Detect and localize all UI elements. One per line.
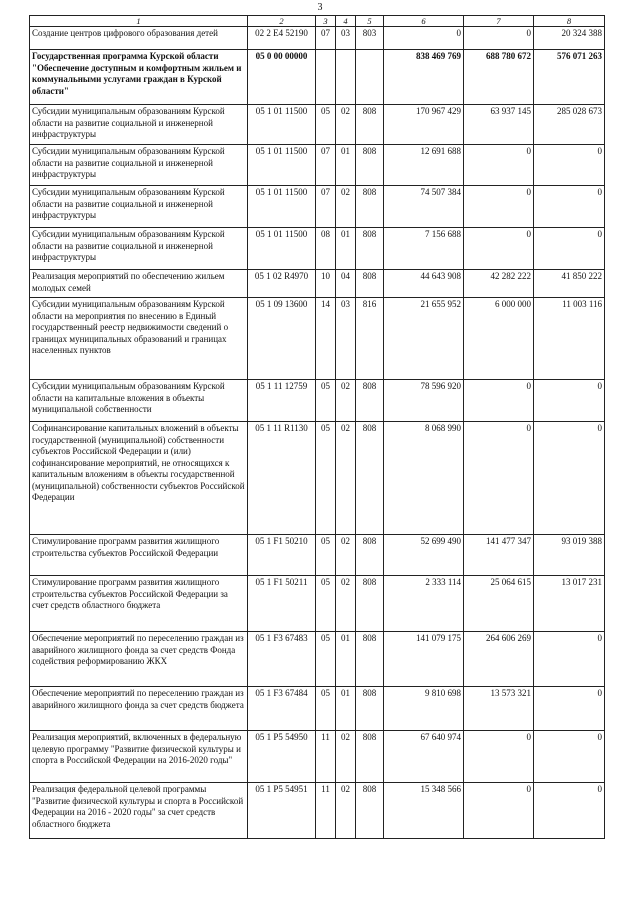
row-code: 05 1 11 R1130 [248,422,316,535]
row-name: Стимулирование программ развития жилищного строительства субъектов Российской Федерации за счет средств областного бюджета [30,576,248,632]
row-value-8: 20 324 388 [534,27,605,50]
row-value-7: 25 064 615 [464,576,534,632]
row-code: 02 2 E4 52190 [248,27,316,50]
row-col4: 04 [336,270,356,298]
row-col3: 10 [316,270,336,298]
row-value-6: 12 691 688 [384,145,464,186]
row-value-7: 0 [464,27,534,50]
column-header: 1 [30,16,248,27]
row-code: 05 1 01 11500 [248,186,316,228]
column-header: 8 [534,16,605,27]
column-header: 7 [464,16,534,27]
row-value-6: 21 655 952 [384,298,464,380]
row-value-7: 141 477 347 [464,535,534,576]
row-value-7: 13 573 321 [464,687,534,731]
row-code: 05 1 P5 54950 [248,731,316,783]
row-col5: 808 [356,731,384,783]
row-col5: 808 [356,105,384,145]
row-col3: 05 [316,380,336,422]
row-col5: 808 [356,576,384,632]
row-value-7: 0 [464,422,534,535]
table-row [30,298,605,380]
row-col3: 07 [316,145,336,186]
row-value-6: 44 643 908 [384,270,464,298]
row-value-6: 52 699 490 [384,535,464,576]
row-name: Реализация мероприятий, включенных в федеральную целевую программу "Развитие физической культуры и спорта в Российской Федерации на 2016-2020 годы" [30,731,248,783]
budget-table [29,15,605,839]
row-col4: 01 [336,145,356,186]
row-value-7: 0 [464,145,534,186]
row-name: Субсидии муниципальным образованиям Курской области на развитие социальной и инженерной инфраструктуры [30,186,248,228]
column-header: 4 [336,16,356,27]
row-value-8: 93 019 388 [534,535,605,576]
row-col5: 808 [356,380,384,422]
row-name: Создание центров цифрового образования детей [30,27,248,50]
row-name: Обеспечение мероприятий по переселению граждан из аварийного жилищного фонда за счет средств бюджета [30,687,248,731]
row-value-6: 8 068 990 [384,422,464,535]
row-col4: 03 [336,298,356,380]
row-code: 05 1 11 12759 [248,380,316,422]
row-col3: 05 [316,535,336,576]
column-header: 5 [356,16,384,27]
table-row [30,270,605,298]
row-value-7: 0 [464,186,534,228]
row-code: 05 1 F3 67484 [248,687,316,731]
row-name: Субсидии муниципальным образованиям Курской области на капитальные вложения в объекты муниципальной собственности [30,380,248,422]
row-code: 05 1 01 11500 [248,145,316,186]
table-row [30,105,605,145]
row-col4: 02 [336,576,356,632]
row-name: Софинансирование капитальных вложений в объекты государственной (муниципальной) собственности субъектов Российской Федерации и (или) софинансирование мероприятий, не относящихся к капитальным вложениям в объекты государственной (муниципальной) собственности субъектов Российской Федерации [30,422,248,535]
row-value-6: 0 [384,27,464,50]
row-code: 05 1 01 11500 [248,228,316,270]
row-col3 [316,50,336,105]
row-col3: 05 [316,632,336,687]
row-value-8: 11 003 116 [534,298,605,380]
row-value-8: 0 [534,145,605,186]
row-col3: 14 [316,298,336,380]
row-value-8: 0 [534,380,605,422]
row-value-6: 2 333 114 [384,576,464,632]
table-row [30,145,605,186]
row-code: 05 0 00 00000 [248,50,316,105]
row-col4: 01 [336,687,356,731]
table-row [30,535,605,576]
row-value-6: 141 079 175 [384,632,464,687]
column-header: 2 [248,16,316,27]
row-code: 05 1 F1 50210 [248,535,316,576]
row-value-8: 0 [534,687,605,731]
row-value-7: 63 937 145 [464,105,534,145]
row-name: Обеспечение мероприятий по переселению граждан из аварийного жилищного фонда за счет средств Фонда содействия реформированию ЖКХ [30,632,248,687]
row-value-7: 0 [464,380,534,422]
row-col3: 07 [316,186,336,228]
row-col3: 11 [316,731,336,783]
row-value-6: 7 156 688 [384,228,464,270]
row-value-8: 13 017 231 [534,576,605,632]
table-row [30,50,605,105]
table-row [30,632,605,687]
row-code: 05 1 02 R4970 [248,270,316,298]
row-col5: 808 [356,422,384,535]
row-col4: 02 [336,535,356,576]
table-row [30,687,605,731]
row-col4: 02 [336,105,356,145]
row-col3: 11 [316,783,336,839]
row-value-8: 0 [534,186,605,228]
row-value-7: 0 [464,731,534,783]
row-col5: 808 [356,632,384,687]
row-col4: 02 [336,380,356,422]
row-col3: 05 [316,422,336,535]
row-name: Субсидии муниципальным образованиям Курской области на мероприятия по внесению в Единый государственный реестр недвижимости сведений о границах муниципальных образований и границах населенных пунктов [30,298,248,380]
column-header: 6 [384,16,464,27]
row-value-6: 74 507 384 [384,186,464,228]
row-value-8: 41 850 222 [534,270,605,298]
row-value-7: 0 [464,228,534,270]
row-value-8: 0 [534,783,605,839]
row-col5: 808 [356,186,384,228]
table-row [30,380,605,422]
table-row [30,228,605,270]
row-code: 05 1 P5 54951 [248,783,316,839]
page-number: 3 [317,2,323,13]
row-code: 05 1 F3 67483 [248,632,316,687]
table-row [30,27,605,50]
row-value-7: 264 606 269 [464,632,534,687]
row-code: 05 1 F1 50211 [248,576,316,632]
row-col4: 01 [336,228,356,270]
row-col5: 808 [356,535,384,576]
row-col3: 05 [316,105,336,145]
row-col5: 808 [356,687,384,731]
row-col4: 03 [336,27,356,50]
row-value-8: 285 028 673 [534,105,605,145]
row-value-7: 0 [464,783,534,839]
row-name: Реализация мероприятий по обеспечению жильем молодых семей [30,270,248,298]
row-col3: 05 [316,687,336,731]
row-name: Субсидии муниципальным образованиям Курской области на развитие социальной и инженерной инфраструктуры [30,228,248,270]
row-value-6: 15 348 566 [384,783,464,839]
row-col5: 808 [356,270,384,298]
row-value-8: 0 [534,228,605,270]
row-col4 [336,50,356,105]
row-value-7: 688 780 672 [464,50,534,105]
row-code: 05 1 09 13600 [248,298,316,380]
row-value-6: 170 967 429 [384,105,464,145]
row-name: Реализация федеральной целевой программы "Развитие физической культуры и спорта в Российской Федерации на 2016 - 2020 годы" за счет средств областного бюджета [30,783,248,839]
table-header-row [30,16,605,27]
row-col4: 02 [336,731,356,783]
row-col3: 08 [316,228,336,270]
row-col5: 808 [356,145,384,186]
row-value-7: 42 282 222 [464,270,534,298]
row-code: 05 1 01 11500 [248,105,316,145]
row-col3: 07 [316,27,336,50]
table-row [30,422,605,535]
row-col5: 803 [356,27,384,50]
table-row [30,186,605,228]
row-value-8: 576 071 263 [534,50,605,105]
row-col4: 01 [336,632,356,687]
row-value-8: 0 [534,731,605,783]
row-name: Субсидии муниципальным образованиям Курской области на развитие социальной и инженерной инфраструктуры [30,105,248,145]
row-col3: 05 [316,576,336,632]
table-row [30,731,605,783]
row-value-7: 6 000 000 [464,298,534,380]
row-value-6: 9 810 698 [384,687,464,731]
row-value-6: 78 596 920 [384,380,464,422]
row-col4: 02 [336,186,356,228]
row-col5 [356,50,384,105]
row-col5: 808 [356,228,384,270]
row-col5: 808 [356,783,384,839]
row-value-6: 838 469 769 [384,50,464,105]
row-value-8: 0 [534,632,605,687]
row-name: Государственная программа Курской области "Обеспечение доступным и комфортным жильем и коммунальными услугами граждан в Курской области" [30,50,248,105]
column-header: 3 [316,16,336,27]
table-row [30,783,605,839]
row-col4: 02 [336,783,356,839]
row-name: Стимулирование программ развития жилищного строительства субъектов Российской Федерации [30,535,248,576]
row-name: Субсидии муниципальным образованиям Курской области на развитие социальной и инженерной инфраструктуры [30,145,248,186]
row-col4: 02 [336,422,356,535]
row-value-8: 0 [534,422,605,535]
table-row [30,576,605,632]
row-value-6: 67 640 974 [384,731,464,783]
row-col5: 816 [356,298,384,380]
